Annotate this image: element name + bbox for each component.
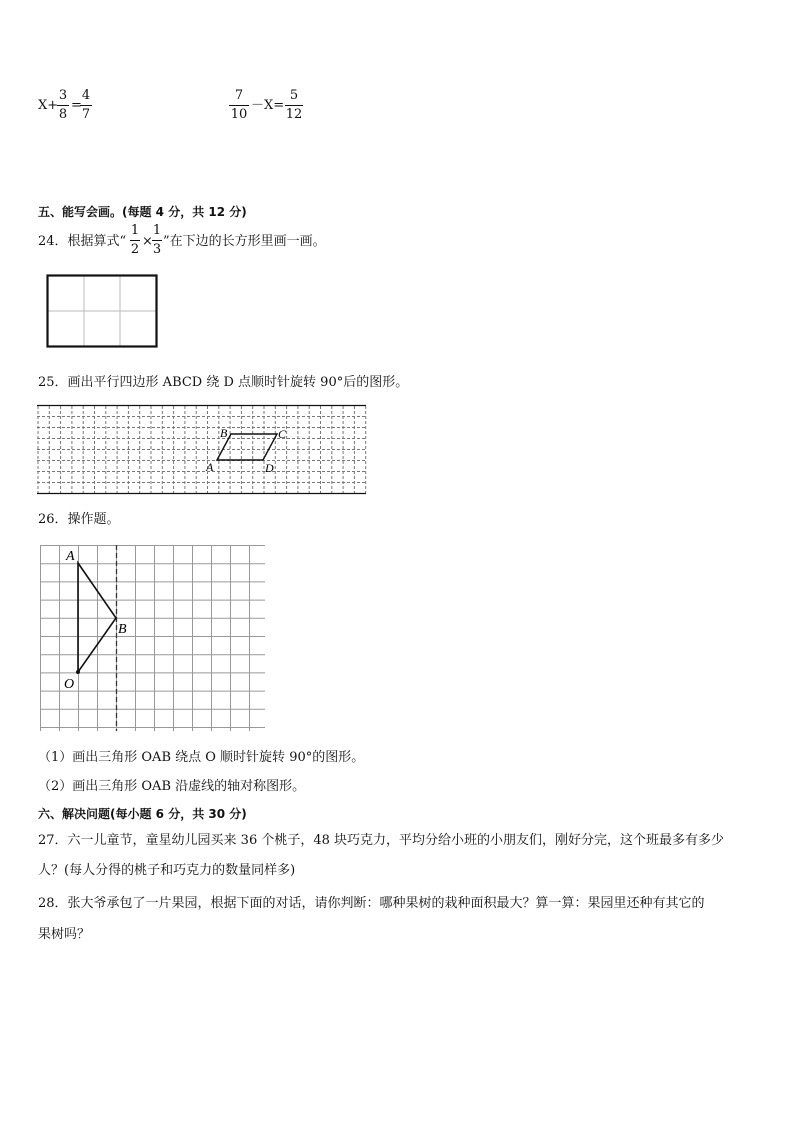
fraction-numerator: 1 xyxy=(130,223,140,238)
q27-line-2: 人？(每人分得的桃子和巧克力的数量同样多) xyxy=(38,863,296,878)
q25-label-a: A xyxy=(206,460,214,474)
fraction-denominator: 10 xyxy=(230,107,248,122)
equation-1 xyxy=(38,98,58,114)
q24-rectangle-diagram xyxy=(46,274,158,348)
q24-fraction-2 xyxy=(152,224,162,257)
q25-label-b: B xyxy=(220,426,228,440)
fraction-denominator: 7 xyxy=(81,107,91,122)
q26-sub-question-1: （1）画出三角形 OAB 绕点 O 顺时针旋转 90°的图形。 xyxy=(38,750,365,765)
equation-2-operator: －X= xyxy=(251,98,285,113)
q24-prefix: 24．根据算式“ xyxy=(38,234,127,249)
equation-1-equals: = xyxy=(71,98,82,113)
q26-label-b: B xyxy=(118,622,127,637)
q26-text: 26．操作题。 xyxy=(38,512,120,527)
q24-suffix: ”在下边的长方形里画一画。 xyxy=(163,234,326,249)
q28-line-2: 果树吗？ xyxy=(38,927,91,942)
equation-2-fraction-1 xyxy=(229,89,249,122)
fraction-numerator: 7 xyxy=(234,88,244,103)
q24-times: × xyxy=(142,234,153,249)
fraction-denominator: 3 xyxy=(152,242,162,257)
section-6-heading: 六、解决问题(每小题 6 分，共 30 分) xyxy=(38,807,247,821)
fraction-numerator: 1 xyxy=(152,223,162,238)
fraction-numerator: 4 xyxy=(81,88,91,103)
q24-fraction-1 xyxy=(130,224,140,257)
equation-1-fraction-2 xyxy=(80,89,92,122)
fraction-numerator: 3 xyxy=(58,88,68,103)
q25-text: 25．画出平行四边形 ABCD 绕 D 点顺时针旋转 90°后的图形。 xyxy=(38,375,409,390)
q25-grid-diagram xyxy=(37,404,367,496)
q26-label-a: A xyxy=(66,549,75,564)
equation-2-fraction-2 xyxy=(285,89,303,122)
q26-sub-question-2: （2）画出三角形 OAB 沿虚线的轴对称图形。 xyxy=(38,779,306,794)
q26-label-o: O xyxy=(64,677,75,692)
fraction-denominator: 2 xyxy=(130,242,140,257)
equation-1-fraction-1 xyxy=(57,89,69,122)
equation-1-x: X+ xyxy=(38,98,59,113)
section-5-heading: 五、能写会画。(每题 4 分，共 12 分) xyxy=(38,205,247,219)
q28-line-1: 28．张大爷承包了一片果园，根据下面的对话，请你判断：哪种果树的栽种面积最大？算一算：果园里还种有其它的 xyxy=(38,896,705,911)
fraction-numerator: 5 xyxy=(289,88,299,103)
fraction-denominator: 8 xyxy=(58,107,68,122)
q26-grid-diagram xyxy=(40,545,266,731)
q25-label-c: C xyxy=(278,427,287,441)
q27-line-1: 27．六一儿童节，童星幼儿园买来 36 个桃子，48 块巧克力，平均分给小班的小朋友们，刚好分完，这个班最多有多少 xyxy=(38,833,725,848)
q25-label-d: D xyxy=(265,461,274,475)
fraction-denominator: 12 xyxy=(285,107,303,122)
